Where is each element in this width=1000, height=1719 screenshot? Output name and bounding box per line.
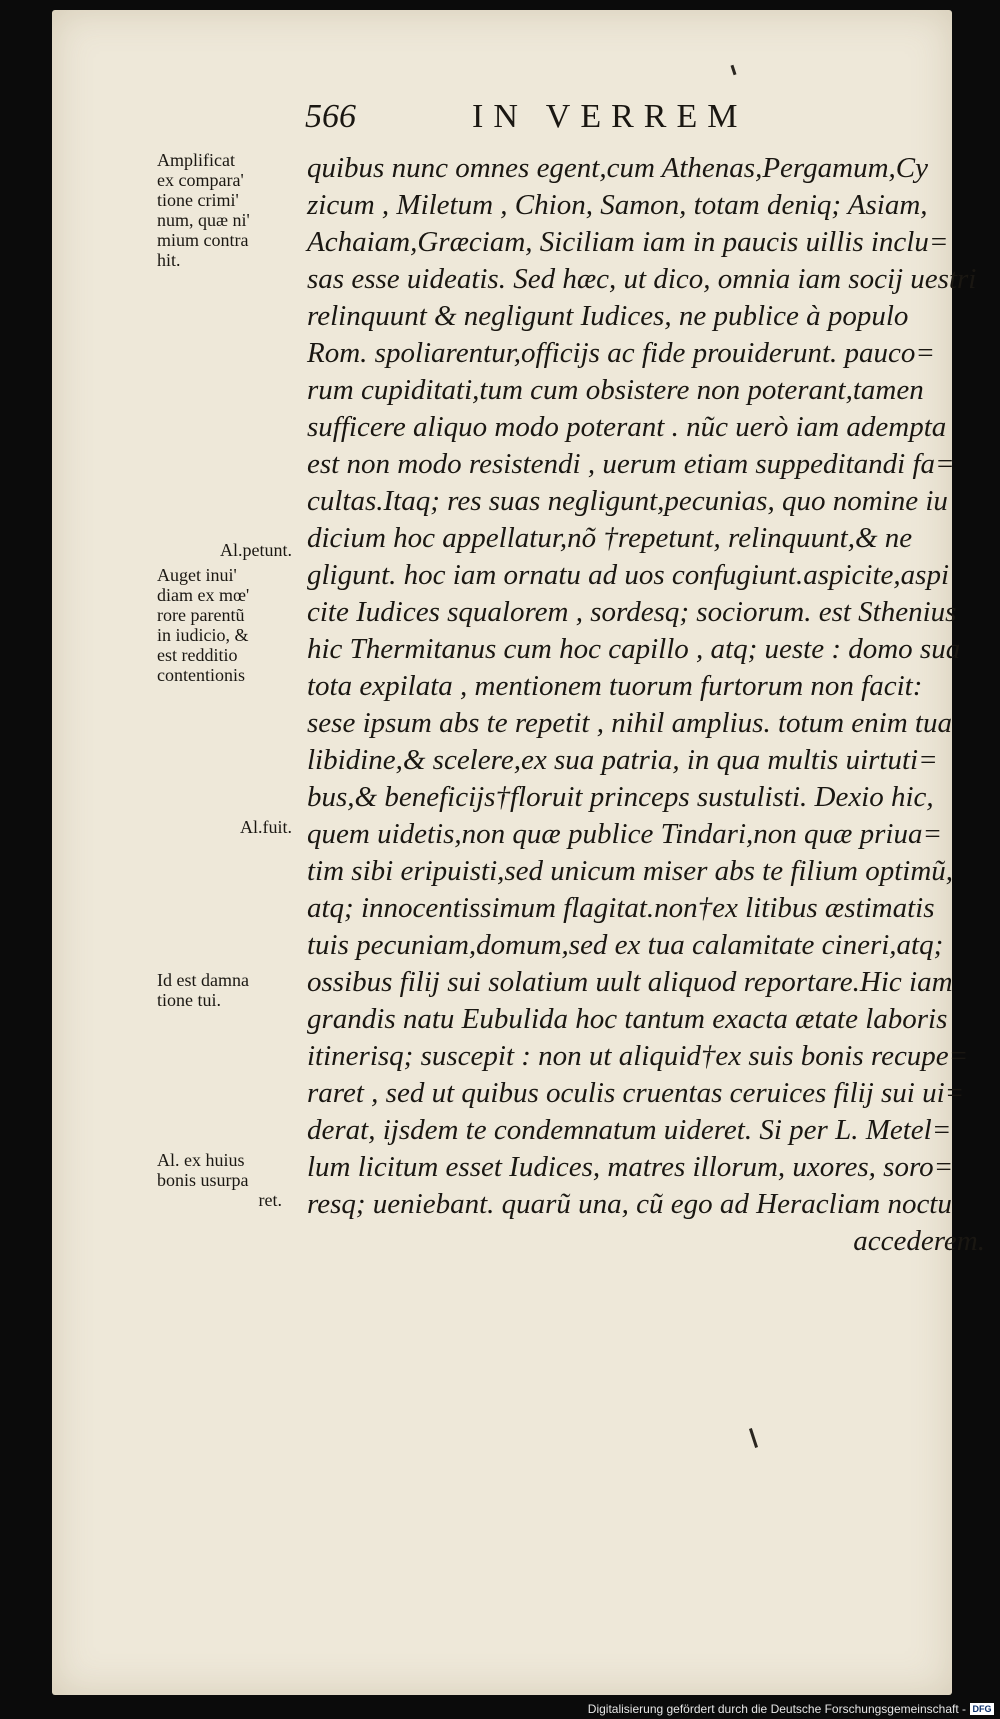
text-line: Achaiam,Græciam, Siciliam iam in paucis uillis inclu= — [307, 226, 949, 258]
text-line: sese ipsum abs te repetit , nihil amplius. totum enim tua — [307, 707, 952, 739]
text-line: ossibus filij sui solatium uult aliquod reportare.Hic iam — [307, 966, 953, 998]
text-line: gligunt. hoc iam ornatu ad uos confugiunt.aspicite,aspi — [307, 559, 950, 591]
dfg-logo: DFG — [970, 1703, 994, 1715]
text-line: itinerisq; suscepit : non ut aliquid†ex suis bonis recupe= — [307, 1040, 969, 1072]
running-title: IN VERREM — [472, 98, 748, 135]
marginal-line: diam ex mœ' — [157, 585, 250, 605]
text-line: sufficere aliquo modo poterant . nũc uerò iam adempta — [307, 411, 947, 443]
marginal-line: num, quæ ni' — [157, 210, 250, 230]
text-line: raret , sed ut quibus oculis cruentas ceruices filij sui ui= — [307, 1077, 965, 1109]
body-text — [307, 150, 997, 1260]
text-line: grandis natu Eubulida hoc tantum exacta ætate laboris — [307, 1003, 948, 1035]
marginal-line: bonis usurpa — [157, 1170, 249, 1190]
text-line: hic Thermitanus cum hoc capillo , atq; ueste : domo sua — [307, 633, 961, 665]
text-line: quibus nunc omnes egent,cum Athenas,Pergamum,Cy — [307, 152, 928, 184]
running-head — [247, 98, 947, 142]
marginal-line: Id est damna — [157, 970, 249, 990]
ink-mark — [749, 1428, 758, 1448]
marginal-note-amplificat — [157, 150, 302, 270]
text-line: tota expilata , mentionem tuorum furtorum non facit: — [307, 670, 923, 702]
text-line: libidine,& scelere,ex sua patria, in qua multis uirtuti= — [307, 744, 938, 776]
marginal-line: mium contra — [157, 230, 249, 250]
marginal-note-al-ex-huius — [157, 1150, 302, 1210]
text-line: rum cupiditati,tum cum obsistere non poterant,tamen — [307, 374, 924, 406]
footer-credit: Digitalisierung gefördert durch die Deutsche Forschungsgemeinschaft - — [587, 1702, 966, 1716]
text-line: dicium hoc appellatur,nõ †repetunt, relinquunt,& ne — [307, 522, 913, 554]
marginal-line: Al.fuit. — [240, 817, 292, 837]
marginal-line: ex compara' — [157, 170, 244, 190]
text-line: cultas.Itaq; res suas negligunt,pecunias, quo nomine iu — [307, 485, 948, 517]
text-line: derat, ijsdem te condemnatum uideret. Si per L. Metel= — [307, 1114, 952, 1146]
text-line: cite Iudices squalorem , sordesq; sociorum. est Sthenius — [307, 596, 957, 628]
text-line: est non modo resistendi , uerum etiam suppeditandi fa= — [307, 448, 955, 480]
marginal-line: est redditio — [157, 645, 238, 665]
text-line: lum licitum esset Iudices, matres illorum, uxores, soro= — [307, 1151, 954, 1183]
marginal-line: Al. ex huius — [157, 1150, 245, 1170]
text-line: relinquunt & negligunt Iudices, ne publice à populo — [307, 300, 909, 332]
text-line: resq; ueniebant. quarũ una, cũ ego ad Heracliam noctu — [307, 1188, 952, 1220]
catchword: accederem. — [853, 1225, 985, 1257]
marginal-note-auget — [157, 565, 302, 685]
text-line: tuis pecuniam,domum,sed ex tua calamitate cineri,atq; — [307, 929, 944, 961]
marginal-note-al-petunt — [147, 540, 292, 560]
marginal-line: tione tui. — [157, 990, 221, 1010]
text-line: sas esse uideatis. Sed hæc, ut dico, omnia iam socij uestri — [307, 263, 977, 295]
marginal-line: Auget inui' — [157, 565, 237, 585]
footer-bar — [0, 1697, 1000, 1719]
marginal-line: Amplificat — [157, 150, 235, 170]
text-line: tim sibi eripuisti,sed unicum miser abs te filium optimũ, — [307, 855, 954, 887]
text-line: atq; innocentissimum flagitat.non†ex litibus æstimatis — [307, 892, 935, 924]
ink-speck — [731, 65, 737, 75]
text-line: bus,& beneficijs†floruit princeps sustulisti. Dexio hic, — [307, 781, 934, 813]
marginal-note-id-est — [157, 970, 302, 1010]
page-number: 566 — [305, 98, 356, 135]
marginal-line: contentionis — [157, 665, 245, 685]
marginal-line: Al.petunt. — [220, 540, 292, 560]
text-line: zicum , Miletum , Chion, Samon, totam deniq; Asiam, — [307, 189, 928, 221]
text-line: quem uidetis,non quæ publice Tindari,non quæ priua= — [307, 818, 943, 850]
marginal-line: tione crimi' — [157, 190, 239, 210]
text-line: Rom. spoliarentur,officijs ac fide prouiderunt. pauco= — [307, 337, 935, 369]
book-page — [52, 10, 985, 1695]
marginal-line: hit. — [157, 250, 181, 270]
marginal-line: ret. — [258, 1190, 282, 1210]
marginal-note-al-fuit — [147, 817, 292, 837]
marginal-line: rore parentũ — [157, 605, 245, 625]
marginal-line: in iudicio, & — [157, 625, 249, 645]
